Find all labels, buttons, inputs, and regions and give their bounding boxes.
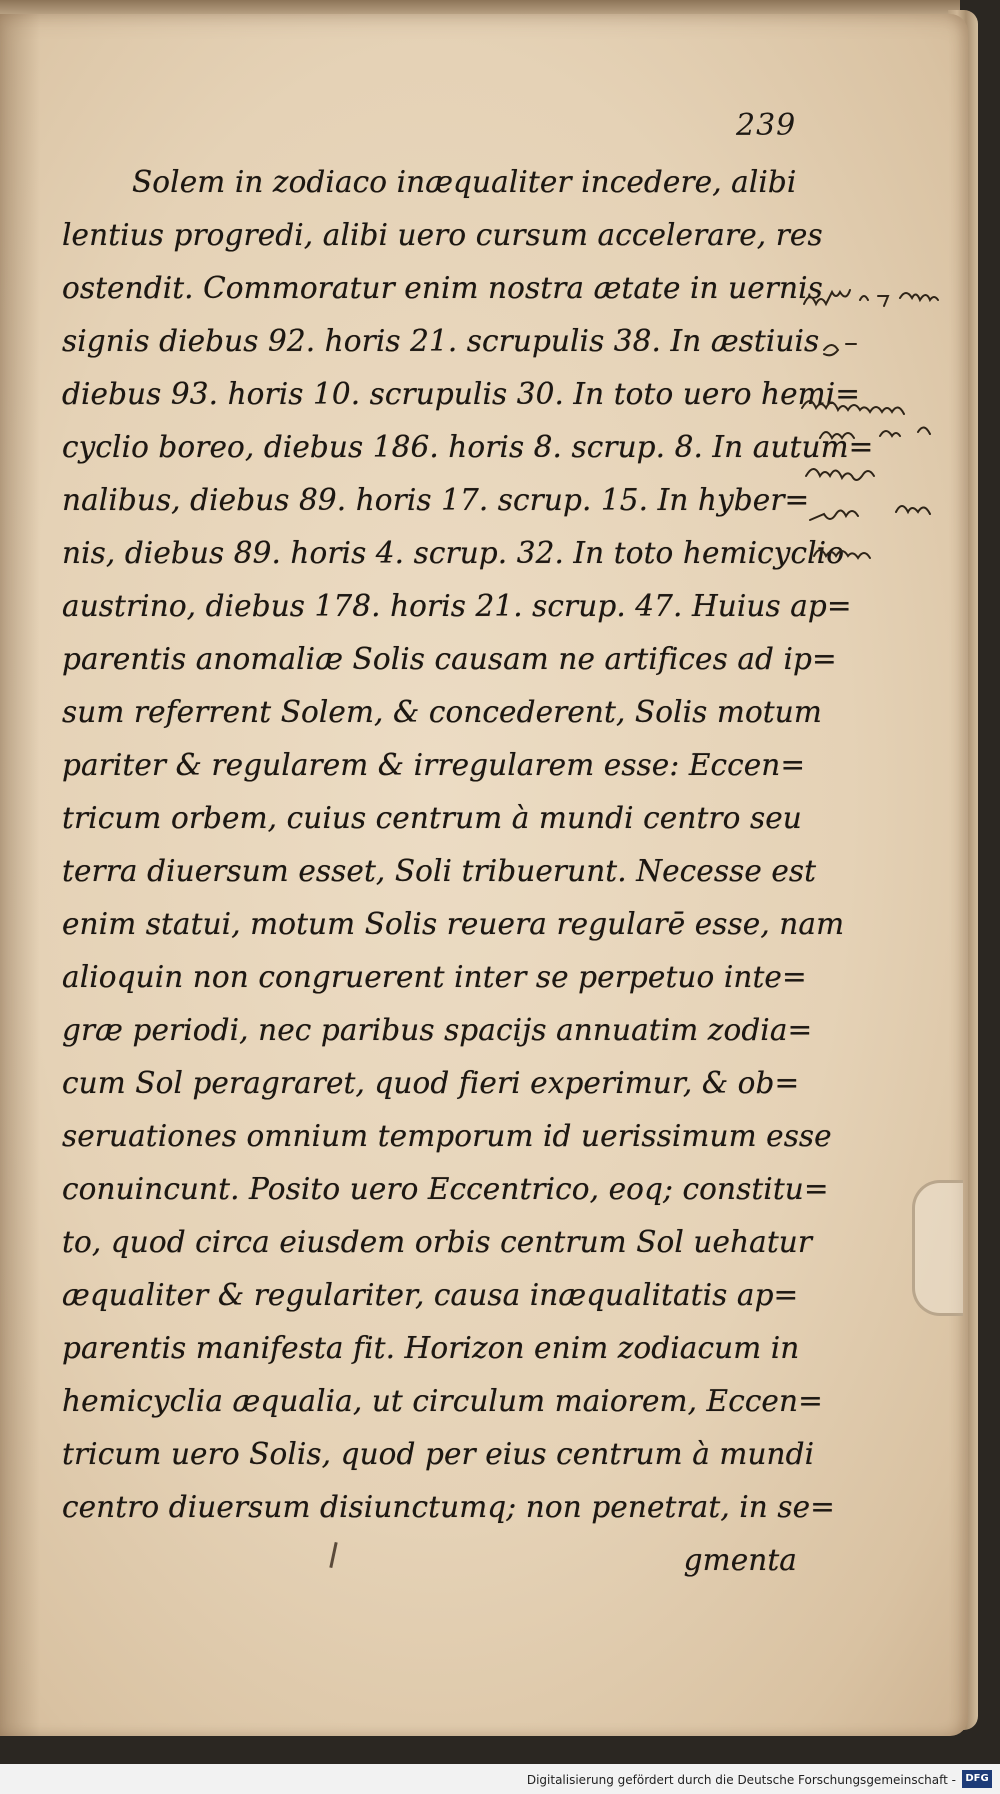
- text-line: signis diebus 92. horis 21. scrupulis 38. In æstiuis: [62, 324, 820, 358]
- text-line: æqualiter & regulariter, causa inæqualitatis ap=: [62, 1278, 799, 1312]
- footer-credit: Digitalisierung gefördert durch die Deutsche Forschungsgemeinschaft -: [526, 1773, 956, 1787]
- text-line: parentis anomaliæ Solis causam ne artifices ad ip=: [62, 642, 837, 676]
- text-line: terra diuersum esset, Soli tribuerunt. Necesse est: [62, 854, 817, 888]
- text-line: nis, diebus 89. horis 4. scrup. 32. In toto hemicyclio: [62, 536, 845, 570]
- text-line: to, quod circa eiusdem orbis centrum Sol uehatur: [62, 1225, 813, 1259]
- body-text: [62, 156, 874, 1587]
- text-line: hemicyclia æqualia, ut circulum maiorem, Eccen=: [62, 1384, 823, 1418]
- text-line: conuincunt. Posito uero Eccentrico, eoq; constitu=: [62, 1172, 829, 1206]
- text-line: enim statui, motum Solis reuera regularē esse, nam: [62, 907, 845, 941]
- text-line: græ periodi, nec paribus spacijs annuatim zodia=: [62, 1013, 813, 1047]
- text-line: seruationes omnium temporum id uerissimum esse: [62, 1119, 832, 1153]
- text-line: diebus 93. horis 10. scrupulis 30. In toto uero hemi=: [62, 377, 861, 411]
- text-line: Solem in zodiaco inæqualiter incedere, alibi: [132, 165, 797, 199]
- text-line: ostendit. Commoratur enim nostra ætate in uernis: [62, 271, 823, 305]
- gutter-shadow: [0, 14, 40, 1736]
- page-clip: [912, 1180, 963, 1316]
- dfg-logo: DFG: [962, 1770, 992, 1788]
- text-line: parentis manifesta fit. Horizon enim zodiacum in: [62, 1331, 800, 1365]
- text-line: sum referrent Solem, & concederent, Solis motum: [62, 695, 822, 729]
- catchword: gmenta: [683, 1543, 797, 1577]
- page-number: 239: [736, 108, 797, 143]
- text-line: centro diuersum disiunctumq; non penetrat, in se=: [62, 1490, 835, 1524]
- handwritten-marginalia: [800, 280, 970, 600]
- text-line: nalibus, diebus 89. horis 17. scrup. 15. In hyber=: [62, 483, 810, 517]
- text-line: tricum orbem, cuius centrum à mundi centro seu: [62, 801, 802, 835]
- text-line: lentius progredi, alibi uero cursum accelerare, res: [62, 218, 823, 252]
- text-line: alioquin non congruerent inter se perpetuo inte=: [62, 960, 807, 994]
- text-line: tricum uero Solis, quod per eius centrum à mundi: [62, 1437, 815, 1471]
- text-line: pariter & regularem & irregularem esse: Eccen=: [62, 748, 806, 782]
- text-line: austrino, diebus 178. horis 21. scrup. 47. Huius ap=: [62, 589, 852, 623]
- text-line: cyclio boreo, diebus 186. horis 8. scrup. 8. In autum=: [62, 430, 874, 464]
- text-line: cum Sol peragraret, quod fieri experimur, & ob=: [62, 1066, 800, 1100]
